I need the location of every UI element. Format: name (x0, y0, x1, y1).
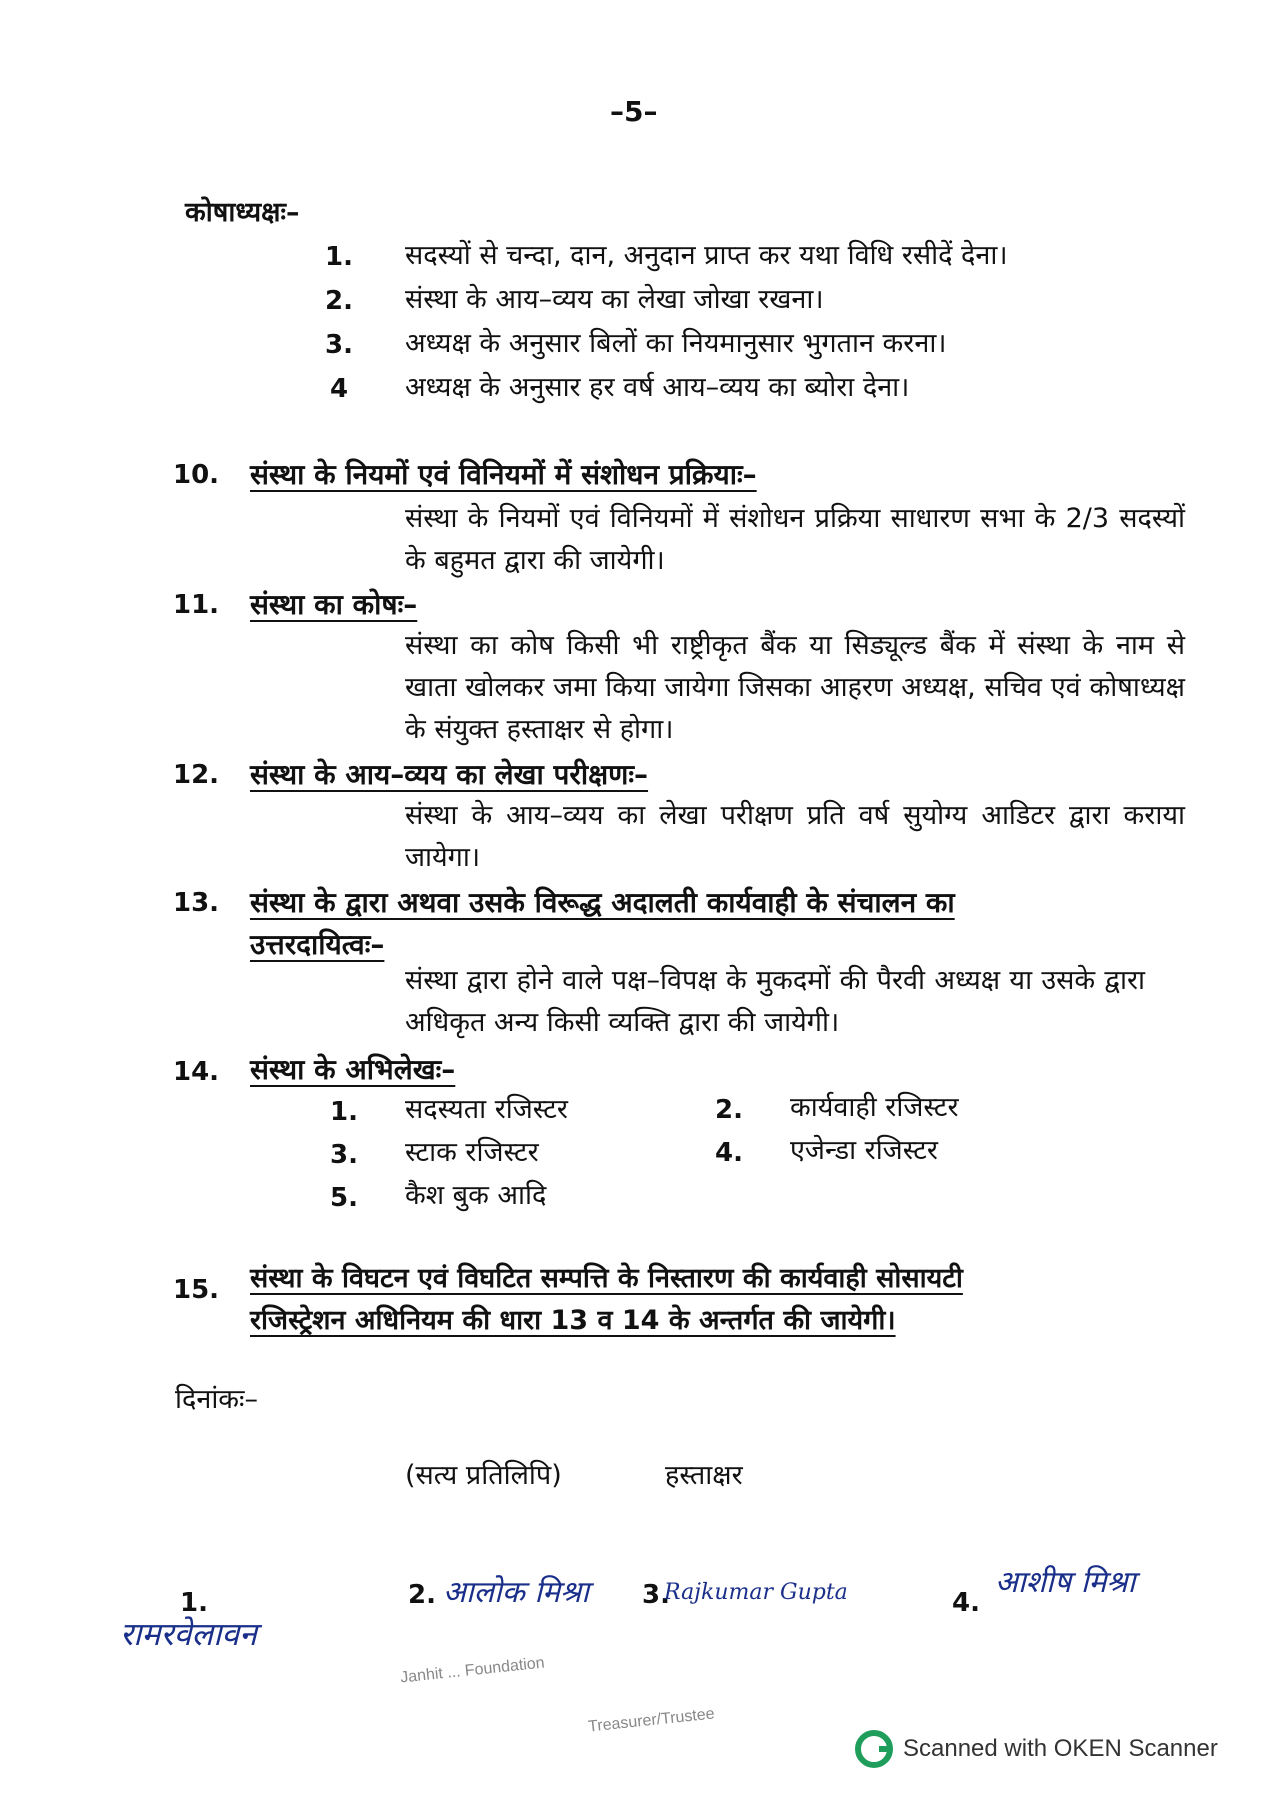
section-heading-line2: उत्तरदायित्वः– (250, 928, 385, 961)
record-number: 3. (330, 1140, 358, 1170)
oken-logo-icon (855, 1730, 893, 1768)
signature-number: 4. (952, 1588, 980, 1618)
treasurer-item-number: 2. (325, 286, 353, 316)
record-number: 2. (715, 1095, 743, 1125)
record-number: 4. (715, 1138, 743, 1168)
stamp-text: Janhit ... Foundation (399, 1654, 546, 1687)
signature-number: 3. (642, 1580, 670, 1610)
record-text: कार्यवाही रजिस्टर (790, 1092, 959, 1123)
section-heading: संस्था के नियमों एवं विनियमों में संशोधन प्रक्रियाः– (250, 458, 757, 491)
page-number: –5– (610, 95, 658, 128)
record-text: सदस्यता रजिस्टर (405, 1094, 568, 1125)
true-copy-label: (सत्य प्रतिलिपि) (405, 1460, 562, 1491)
handwritten-signature: रामरवेलावन (120, 1615, 257, 1653)
section-heading: संस्था का कोषः– (250, 588, 418, 621)
section-number: 11. (173, 590, 220, 620)
record-number: 1. (330, 1097, 358, 1127)
section-number: 14. (173, 1057, 220, 1087)
section-number: 15. (173, 1275, 220, 1305)
record-text: कैश बुक आदि (405, 1180, 547, 1211)
signature-number: 1. (180, 1588, 208, 1618)
section-number: 13. (173, 888, 220, 918)
section-heading: संस्था के आय–व्यय का लेखा परीक्षणः– (250, 758, 649, 791)
section-body: संस्था का कोष किसी भी राष्ट्रीकृत बैंक या सिड्यूल्ड बैंक में संस्था के नाम से खाता खोलकर जमा किया जायेगा जिसका आहरण अध्यक्ष, सचिव एवं कोषाध्यक्ष के संयुक्त हस्ताक्षर से होगा। (405, 630, 1185, 745)
treasurer-item-text: अध्यक्ष के अनुसार हर वर्ष आय–व्यय का ब्योरा देना। (405, 372, 910, 403)
signature-number: 2. (408, 1580, 436, 1610)
section-body: संस्था के नियमों एवं विनियमों में संशोधन प्रक्रिया साधारण सभा के 2/3 सदस्यों के बहुमत द्वारा की जायेगी। (405, 503, 1185, 576)
section-number: 10. (173, 460, 220, 490)
record-text: एजेन्डा रजिस्टर (790, 1135, 938, 1166)
treasurer-item-text: सदस्यों से चन्दा, दान, अनुदान प्राप्त कर यथा विधि रसीदें देना। (405, 240, 1008, 271)
section-body: संस्था के आय–व्यय का लेखा परीक्षण प्रति वर्ष सुयोग्य आडिटर द्वारा कराया जायेगा। (405, 800, 1185, 873)
stamp-text: Treasurer/Trustee (587, 1705, 716, 1736)
scanner-watermark (855, 1730, 1218, 1768)
scanner-text: Scanned with OKEN Scanner (903, 1735, 1218, 1762)
treasurer-item-number: 1. (325, 242, 353, 272)
handwritten-signature: आलोक मिश्रा (443, 1575, 590, 1610)
treasurer-item-text: अध्यक्ष के अनुसार बिलों का नियमानुसार भुगतान करना। (405, 328, 947, 359)
handwritten-signature: Rajkumar Gupta (664, 1580, 848, 1605)
record-text: स्टाक रजिस्टर (405, 1137, 539, 1168)
section-number: 12. (173, 760, 220, 790)
treasurer-item-number: 4 (330, 374, 349, 404)
section-heading-line2: रजिस्ट्रेशन अधिनियम की धारा 13 व 14 के अन्तर्गत की जायेगी। (250, 1305, 896, 1336)
treasurer-item-text: संस्था के आय–व्यय का लेखा जोखा रखना। (405, 284, 824, 315)
section-heading-line1: संस्था के विघटन एवं विघटित सम्पत्ति के निस्तारण की कार्यवाही सोसायटी (250, 1263, 963, 1294)
date-label: दिनांकः– (175, 1384, 258, 1415)
section-heading-line1: संस्था के द्वारा अथवा उसके विरूद्ध अदालती कार्यवाही के संचालन का (250, 886, 955, 919)
signature-label: हस्ताक्षर (665, 1460, 743, 1491)
section-heading: संस्था के अभिलेखः– (250, 1053, 456, 1086)
treasurer-item-number: 3. (325, 330, 353, 360)
section-body: संस्था द्वारा होने वाले पक्ष–विपक्ष के मुकदमों की पैरवी अध्यक्ष या उसके द्वारा अधिकृत अन्य किसी व्यक्ति द्वारा की जायेगी। (405, 965, 1145, 1038)
record-number: 5. (330, 1183, 358, 1213)
treasurer-heading: कोषाध्यक्षः– (185, 197, 300, 228)
handwritten-signature: आशीष मिश्रा (995, 1565, 1136, 1600)
